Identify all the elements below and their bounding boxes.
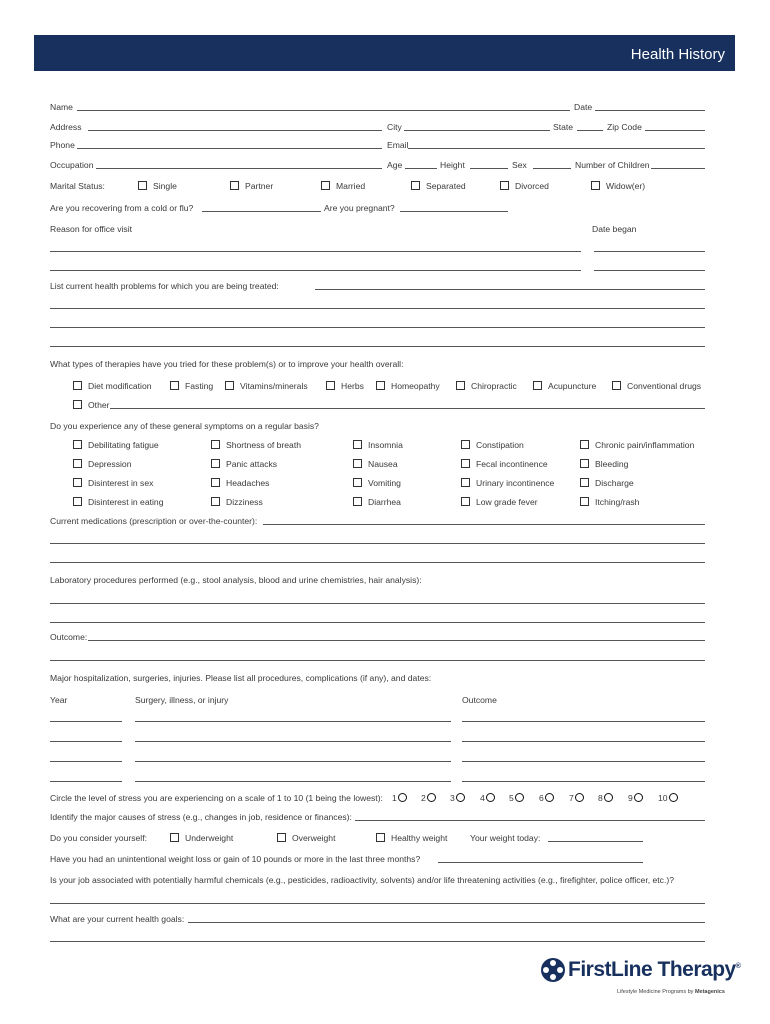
weight-option[interactable]: Healthy weight <box>376 833 447 843</box>
goals-field[interactable] <box>188 922 705 923</box>
hospital-year-header: Year <box>50 695 68 705</box>
weight-label: Do you consider yourself: <box>50 833 147 843</box>
hospital-year-line[interactable] <box>50 721 122 722</box>
date-began-line[interactable] <box>594 270 705 271</box>
radio-circle-icon[interactable] <box>486 793 495 802</box>
lab-label: Laboratory procedures performed (e.g., stool analysis, blood and urine chemistries, hair analysis): <box>50 575 422 585</box>
medications-line[interactable] <box>50 543 705 544</box>
checkbox-icon[interactable] <box>277 833 286 842</box>
phone-label: Phone <box>50 140 75 150</box>
stress-level[interactable]: 6 <box>539 793 554 803</box>
therapy-option[interactable]: Fasting <box>170 381 213 391</box>
lab-outcome-field[interactable] <box>88 640 705 641</box>
hospital-surgery-header: Surgery, illness, or injury <box>135 695 229 705</box>
marital-option[interactable]: Widow(er) <box>591 181 645 191</box>
stress-level[interactable]: 3 <box>450 793 465 803</box>
children-field[interactable] <box>651 168 705 169</box>
weight-option[interactable]: Overweight <box>277 833 335 843</box>
phone-field[interactable] <box>77 148 382 149</box>
zip-field[interactable] <box>645 130 705 131</box>
medications-label: Current medications (prescription or over-the-counter): <box>50 516 258 526</box>
date-label: Date <box>574 102 593 112</box>
therapy-option[interactable]: Diet modification <box>73 381 152 391</box>
occupation-label: Occupation <box>50 160 94 170</box>
job-line[interactable] <box>50 903 705 904</box>
marital-option[interactable]: Married <box>321 181 365 191</box>
hospital-surgery-line[interactable] <box>135 781 451 782</box>
medications-field[interactable] <box>263 524 705 525</box>
radio-circle-icon[interactable] <box>456 793 465 802</box>
symptom-option[interactable]: Vomiting <box>353 478 401 488</box>
symptom-option[interactable]: Insomnia <box>353 440 403 450</box>
checkbox-icon[interactable] <box>591 181 600 190</box>
therapy-option[interactable]: Acupuncture <box>533 381 596 391</box>
symptom-option[interactable]: Diarrhea <box>353 497 401 507</box>
checkbox-icon[interactable] <box>500 181 509 190</box>
radio-circle-icon[interactable] <box>545 793 554 802</box>
weight-loss-field[interactable] <box>438 862 643 863</box>
therapy-option[interactable]: Herbs <box>326 381 364 391</box>
symptoms-question: Do you experience any of these general symptoms on a regular basis? <box>50 421 319 431</box>
zip-label: Zip Code <box>607 122 642 132</box>
symptom-option[interactable]: Bleeding <box>580 459 628 469</box>
stress-level[interactable]: 8 <box>598 793 613 803</box>
symptom-option[interactable]: Nausea <box>353 459 398 469</box>
goals-label: What are your current health goals: <box>50 914 185 924</box>
therapy-option[interactable]: Conventional drugs <box>612 381 701 391</box>
symptom-option[interactable]: Depression <box>73 459 131 469</box>
symptom-option[interactable]: Constipation <box>461 440 524 450</box>
checkbox-icon[interactable] <box>580 497 589 506</box>
pregnant-label: Are you pregnant? <box>324 203 395 213</box>
symptom-option[interactable]: Headaches <box>211 478 269 488</box>
checkbox-icon[interactable] <box>353 497 362 506</box>
hospital-year-line[interactable] <box>50 741 122 742</box>
checkbox-icon[interactable] <box>461 459 470 468</box>
pregnant-field[interactable] <box>400 211 508 212</box>
weight-option[interactable]: Underweight <box>170 833 233 843</box>
stress-level[interactable]: 7 <box>569 793 584 803</box>
checkbox-icon[interactable] <box>612 381 621 390</box>
state-field[interactable] <box>577 130 603 131</box>
problems-field[interactable] <box>315 289 705 290</box>
symptom-option[interactable]: Urinary incontinence <box>461 478 554 488</box>
checkbox-icon[interactable] <box>73 478 82 487</box>
checkbox-icon[interactable] <box>170 381 179 390</box>
hospital-label: Major hospitalization, surgeries, injuries. Please list all procedures, complications (if any), and dates: <box>50 673 432 683</box>
occupation-field[interactable] <box>96 168 382 169</box>
hospital-outcome-line[interactable] <box>462 761 705 762</box>
date-began-label: Date began <box>592 224 637 234</box>
stress-causes-label: Identify the major causes of stress (e.g., changes in job, residence or finances): <box>50 812 352 822</box>
checkbox-icon[interactable] <box>73 400 82 409</box>
height-field[interactable] <box>470 168 508 169</box>
weight-today-label: Your weight today: <box>470 833 541 843</box>
email-label: Email <box>387 140 409 150</box>
symptom-option[interactable]: Fecal incontinence <box>461 459 548 469</box>
checkbox-icon[interactable] <box>211 478 220 487</box>
checkbox-icon[interactable] <box>461 497 470 506</box>
sex-field[interactable] <box>533 168 571 169</box>
checkbox-icon[interactable] <box>211 440 220 449</box>
marital-option[interactable]: Partner <box>230 181 273 191</box>
checkbox-icon[interactable] <box>230 181 239 190</box>
symptom-option[interactable]: Dizziness <box>211 497 263 507</box>
radio-circle-icon[interactable] <box>427 793 436 802</box>
checkbox-icon[interactable] <box>211 459 220 468</box>
hospital-year-line[interactable] <box>50 781 122 782</box>
logo-subtitle: Lifestyle Medicine Programs by Metagenics <box>617 989 725 995</box>
therapy-option[interactable]: Chiropractic <box>456 381 517 391</box>
symptom-option[interactable]: Itching/rash <box>580 497 639 507</box>
lab-line[interactable] <box>50 603 705 604</box>
checkbox-icon[interactable] <box>376 833 385 842</box>
cold-flu-field[interactable] <box>202 211 321 212</box>
symptom-option[interactable]: Panic attacks <box>211 459 277 469</box>
hospital-surgery-line[interactable] <box>135 761 451 762</box>
checkbox-icon[interactable] <box>326 381 335 390</box>
marital-status-label: Marital Status: <box>50 181 105 191</box>
symptom-option[interactable]: Low grade fever <box>461 497 538 507</box>
hospital-year-line[interactable] <box>50 761 122 762</box>
checkbox-icon[interactable] <box>411 181 420 190</box>
symptom-option[interactable]: Shortness of breath <box>211 440 301 450</box>
radio-circle-icon[interactable] <box>604 793 613 802</box>
symptom-option[interactable]: Disinterest in eating <box>73 497 163 507</box>
radio-circle-icon[interactable] <box>515 793 524 802</box>
lab-line[interactable] <box>50 622 705 623</box>
checkbox-icon[interactable] <box>376 381 385 390</box>
radio-circle-icon[interactable] <box>634 793 643 802</box>
checkbox-icon[interactable] <box>138 181 147 190</box>
reason-line[interactable] <box>50 270 581 271</box>
symptom-option[interactable]: Disinterest in sex <box>73 478 153 488</box>
goals-line[interactable] <box>50 941 705 942</box>
checkbox-icon[interactable] <box>580 478 589 487</box>
reason-line[interactable] <box>50 251 581 252</box>
marital-option[interactable]: Separated <box>411 181 466 191</box>
age-field[interactable] <box>405 168 437 169</box>
hospital-outcome-header: Outcome <box>462 695 497 705</box>
problems-line[interactable] <box>50 308 705 309</box>
weight-today-field[interactable] <box>548 841 643 842</box>
reason-label: Reason for office visit <box>50 224 132 234</box>
checkbox-icon[interactable] <box>73 440 82 449</box>
hospital-surgery-line[interactable] <box>135 741 451 742</box>
job-label: Is your job associated with potentially harmful chemicals (e.g., pesticides, radioactivity, solvents) and/or life threatening activities (e.g., firefighter, police officer, etc.)? <box>50 875 674 885</box>
cold-flu-label: Are you recovering from a cold or flu? <box>50 203 194 213</box>
therapy-other[interactable]: Other <box>73 400 110 410</box>
state-label: State <box>553 122 574 132</box>
checkbox-icon[interactable] <box>353 459 362 468</box>
hospital-outcome-line[interactable] <box>462 721 705 722</box>
stress-level[interactable]: 9 <box>628 793 643 803</box>
checkbox-icon[interactable] <box>461 478 470 487</box>
date-field[interactable] <box>595 110 705 111</box>
therapy-option[interactable]: Homeopathy <box>376 381 440 391</box>
checkbox-icon[interactable] <box>211 497 220 506</box>
checkbox-icon[interactable] <box>353 440 362 449</box>
hospital-outcome-line[interactable] <box>462 741 705 742</box>
sex-label: Sex <box>512 160 527 170</box>
firstline-logo-text: FirstLine Therapy® <box>568 958 741 981</box>
hospital-outcome-line[interactable] <box>462 781 705 782</box>
stress-level[interactable]: 5 <box>509 793 524 803</box>
symptom-option[interactable]: Debilitating fatigue <box>73 440 159 450</box>
checkbox-icon[interactable] <box>353 478 362 487</box>
date-began-line[interactable] <box>594 251 705 252</box>
problems-label: List current health problems for which you are being treated: <box>50 281 279 291</box>
stress-causes-field[interactable] <box>355 820 705 821</box>
height-label: Height <box>440 160 465 170</box>
age-label: Age <box>387 160 403 170</box>
checkbox-icon[interactable] <box>580 459 589 468</box>
city-label: City <box>387 122 402 132</box>
checkbox-icon[interactable] <box>73 497 82 506</box>
stress-level[interactable]: 10 <box>658 793 678 803</box>
radio-circle-icon[interactable] <box>398 793 407 802</box>
email-field[interactable] <box>408 148 705 149</box>
checkbox-icon[interactable] <box>456 381 465 390</box>
children-label: Number of Children <box>575 160 650 170</box>
checkbox-icon[interactable] <box>170 833 179 842</box>
lab-outcome-label: Outcome: <box>50 632 88 642</box>
hospital-surgery-line[interactable] <box>135 721 451 722</box>
firstline-logo-icon <box>541 958 565 982</box>
checkbox-icon[interactable] <box>73 459 82 468</box>
stress-level[interactable]: 4 <box>480 793 495 803</box>
radio-circle-icon[interactable] <box>669 793 678 802</box>
checkbox-icon[interactable] <box>461 440 470 449</box>
problems-line[interactable] <box>50 346 705 347</box>
city-field[interactable] <box>404 130 550 131</box>
address-field[interactable] <box>88 130 382 131</box>
symptom-option[interactable]: Discharge <box>580 478 634 488</box>
name-field[interactable] <box>77 110 570 111</box>
stress-level[interactable]: 1 <box>392 793 407 803</box>
form-title: Health History <box>630 46 725 63</box>
marital-option[interactable]: Single <box>138 181 177 191</box>
problems-line[interactable] <box>50 327 705 328</box>
checkbox-icon[interactable] <box>225 381 234 390</box>
therapy-option[interactable]: Vitamins/minerals <box>225 381 308 391</box>
header-bar <box>34 35 735 71</box>
therapies-question: What types of therapies have you tried for these problem(s) or to improve your health overall: <box>50 359 404 369</box>
checkbox-icon[interactable] <box>321 181 330 190</box>
checkbox-icon[interactable] <box>580 440 589 449</box>
name-label: Name <box>50 102 73 112</box>
radio-circle-icon[interactable] <box>575 793 584 802</box>
checkbox-icon[interactable] <box>73 381 82 390</box>
marital-option[interactable]: Divorced <box>500 181 549 191</box>
symptom-option[interactable]: Chronic pain/inflammation <box>580 440 694 450</box>
address-label: Address <box>50 122 82 132</box>
lab-outcome-line[interactable] <box>50 660 705 661</box>
stress-level[interactable]: 2 <box>421 793 436 803</box>
weight-loss-label: Have you had an unintentional weight loss or gain of 10 pounds or more in the last three months? <box>50 854 421 864</box>
medications-line[interactable] <box>50 562 705 563</box>
therapy-other-field[interactable] <box>110 408 705 409</box>
stress-label: Circle the level of stress you are experiencing on a scale of 1 to 10 (1 being the lowest): <box>50 793 383 803</box>
checkbox-icon[interactable] <box>533 381 542 390</box>
